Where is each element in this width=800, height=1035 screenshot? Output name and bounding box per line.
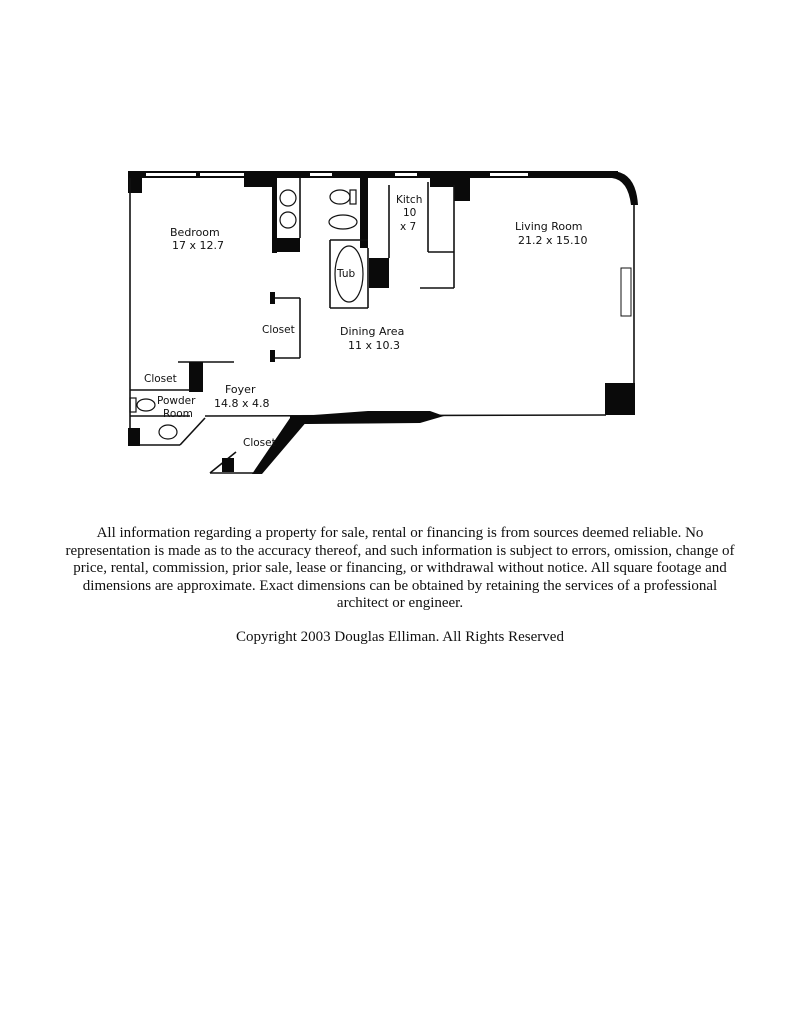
kitchen-dims: 10 [403, 207, 417, 219]
closet-wall [189, 362, 203, 392]
floor-plan [0, 0, 800, 500]
bath-wall [272, 238, 300, 252]
kitchen-dims: x 7 [400, 221, 417, 233]
toilet-icon [137, 399, 155, 411]
window [146, 173, 196, 176]
foyer-dims: 14.8 x 4.8 [214, 397, 270, 410]
living-room-dims: 21.2 x 15.10 [518, 234, 588, 247]
kitchen-wall [369, 258, 389, 288]
sink-icon [329, 215, 357, 229]
wall-stub [270, 350, 275, 362]
bottom-wall [300, 411, 444, 424]
wall-stub [128, 428, 140, 446]
disclaimer-text: All information regarding a property for sale, rental or financing is from sources deemed reliable. No representation is made as to the accuracy thereof, and such information is subject to errors, omission, change of price, rental, commission, prior sale, lease or financing, or withdrawal without notice. All square footage and dimensions are approximate. Exact dimensions can be obtained by retaining the services of a professional architect or engineer. [65, 525, 735, 611]
bedroom-label: Bedroom [170, 226, 220, 239]
sink-icon [280, 190, 296, 206]
sink-icon [130, 398, 136, 412]
window [490, 173, 528, 176]
bedroom-dims: 17 x 12.7 [172, 239, 224, 252]
bath-wall [360, 178, 368, 248]
window [310, 173, 332, 176]
powder-room-label: Room [163, 408, 193, 420]
wall-stub [270, 292, 275, 304]
tub-label: Tub [337, 268, 356, 280]
closet-label: Closet [262, 324, 295, 336]
dining-area-label: Dining Area [340, 325, 405, 338]
sink-icon [159, 425, 177, 439]
closet-label: Closet [144, 373, 177, 385]
copyright-text: Copyright 2003 Douglas Elliman. All Rights Reserved [236, 629, 564, 645]
powder-room-label: Powder [157, 395, 196, 407]
kitchen-label: Kitch [396, 194, 423, 206]
window [200, 173, 244, 176]
toilet-tank-icon [350, 190, 356, 204]
toilet-icon [330, 190, 350, 204]
column [605, 383, 635, 415]
wall-stub [430, 171, 454, 187]
living-room-label: Living Room [515, 220, 583, 233]
powder-wall [180, 418, 205, 445]
closet-label: Closet [243, 437, 276, 449]
foyer-label: Foyer [225, 383, 256, 396]
corner-wall [612, 171, 638, 205]
sink-icon [280, 212, 296, 228]
wall-stub [244, 171, 274, 187]
wall-stub [454, 171, 470, 201]
window [621, 268, 631, 316]
window [395, 173, 417, 176]
wall-stub [222, 458, 234, 472]
dining-area-dims: 11 x 10.3 [348, 339, 400, 352]
